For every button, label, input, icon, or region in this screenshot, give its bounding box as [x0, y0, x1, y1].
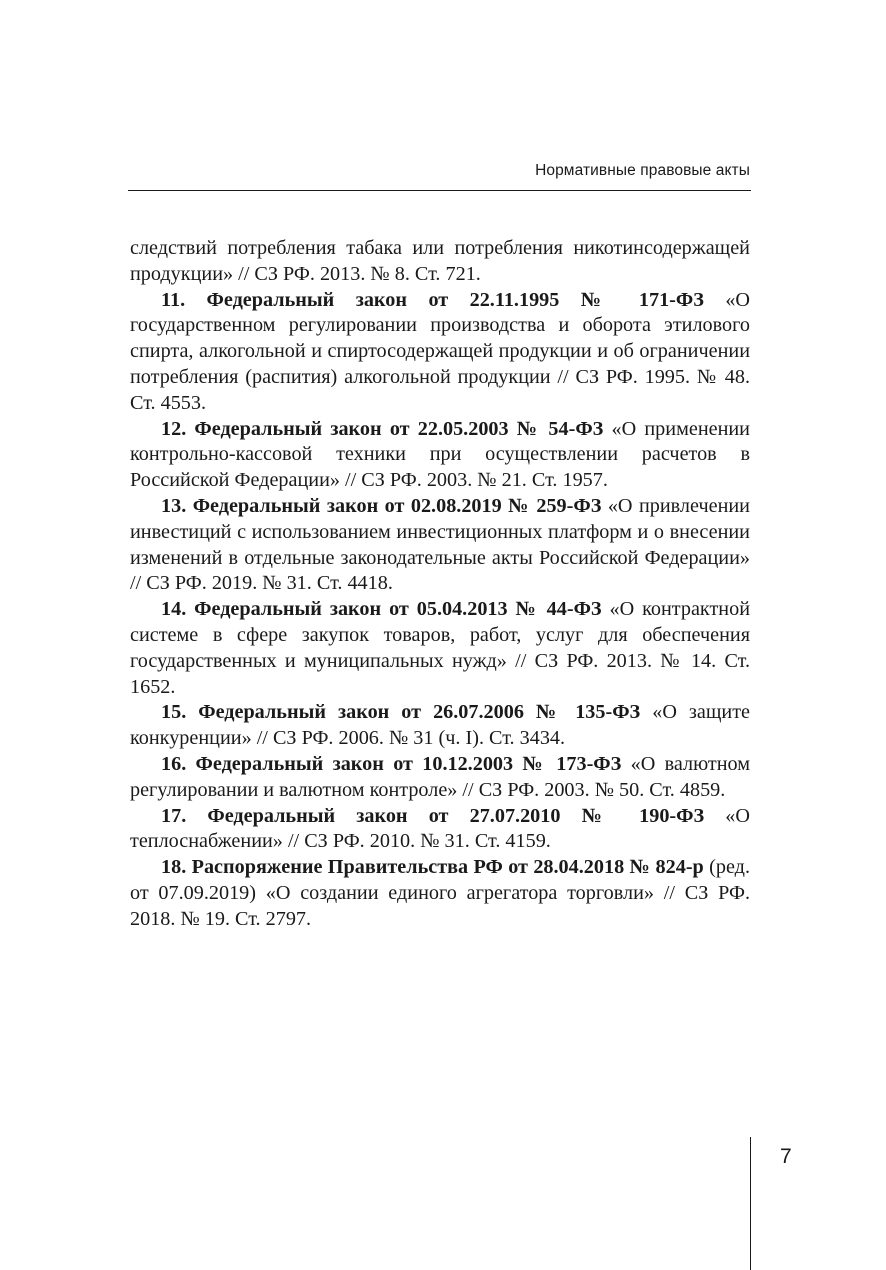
- entry-13-text: «О привлечении инвестиций с использованием инвестиционных платформ и о внесении изменений в отдельные законодательные акты Российской Федерации» // СЗ РФ. 2019. № 31. Ст. 4418.: [130, 494, 750, 595]
- page-margin-rule: [750, 1137, 751, 1270]
- header-rule: [128, 190, 751, 191]
- continuation-paragraph: следствий потребления табака или потребления никотинсодержащей продукции» // СЗ РФ. 2013. № 8. Ст. 721.: [130, 237, 750, 285]
- entry-17-text: «О теплоснабжении» // СЗ РФ. 2010. № 31. Ст. 4159.: [130, 804, 750, 853]
- entry-11-title: 11. Федеральный закон от 22.11.1995 № 171-ФЗ: [161, 288, 704, 311]
- page-number: 7: [780, 1145, 792, 1168]
- entry-15-title: 15. Федеральный закон от 26.07.2006 № 135-ФЗ: [161, 701, 641, 724]
- entry-12: [130, 417, 750, 494]
- entry-17-title: 17. Федеральный закон от 27.07.2010 № 190-ФЗ: [161, 804, 705, 827]
- entry-14: [130, 597, 750, 700]
- entry-18: [130, 855, 750, 932]
- legal-acts-list: [130, 236, 750, 933]
- entry-16-text: «О валютном регулировании и валютном контроле» // СЗ РФ. 2003. № 50. Ст. 4859.: [130, 752, 751, 801]
- entry-12-title: 12. Федеральный закон от 22.05.2003 № 54-ФЗ: [161, 417, 604, 440]
- entry-15: [130, 700, 750, 752]
- entry-16: [130, 752, 750, 804]
- entry-12-text: «О применении контрольно-кассовой техники при осуществлении расчетов в Российской Федерации» // СЗ РФ. 2003. № 21. Ст. 1957.: [130, 417, 750, 492]
- entry-11-text: «О государственном регулировании производства и оборота этилового спирта, алкогольной и спиртосодержащей продукции и об ограничении потребления (распития) алкогольной продукции // СЗ РФ. 1995. № 48. Ст. 4553.: [130, 288, 750, 414]
- entry-17: [130, 804, 750, 856]
- entry-16-title: 16. Федеральный закон от 10.12.2003 № 173-ФЗ: [161, 752, 622, 775]
- entry-14-title: 14. Федеральный закон от 05.04.2013 № 44-ФЗ: [161, 598, 602, 621]
- entry-15-text: «О защите конкуренции» // СЗ РФ. 2006. № 31 (ч. I). Ст. 3434.: [130, 701, 750, 750]
- entry-14-text: «О контрактной системе в сфере закупок товаров, работ, услуг для обеспечения государственных и муниципальных нужд» // СЗ РФ. 2013. № 14. Ст. 1652.: [130, 598, 750, 698]
- running-header: Нормативные правовые акты: [535, 162, 750, 179]
- entry-11: [130, 288, 750, 417]
- entry-18-title: 18. Распоряжение Правительства РФ от 28.04.2018 № 824-р: [161, 856, 704, 879]
- entry-13-title: 13. Федеральный закон от 02.08.2019 № 259-ФЗ: [161, 494, 602, 517]
- entry-18-text: (ред. от 07.09.2019) «О создании единого агрегатора торговли» // СЗ РФ. 2018. № 19. Ст. 2797.: [130, 856, 750, 930]
- entry-13: [130, 494, 750, 597]
